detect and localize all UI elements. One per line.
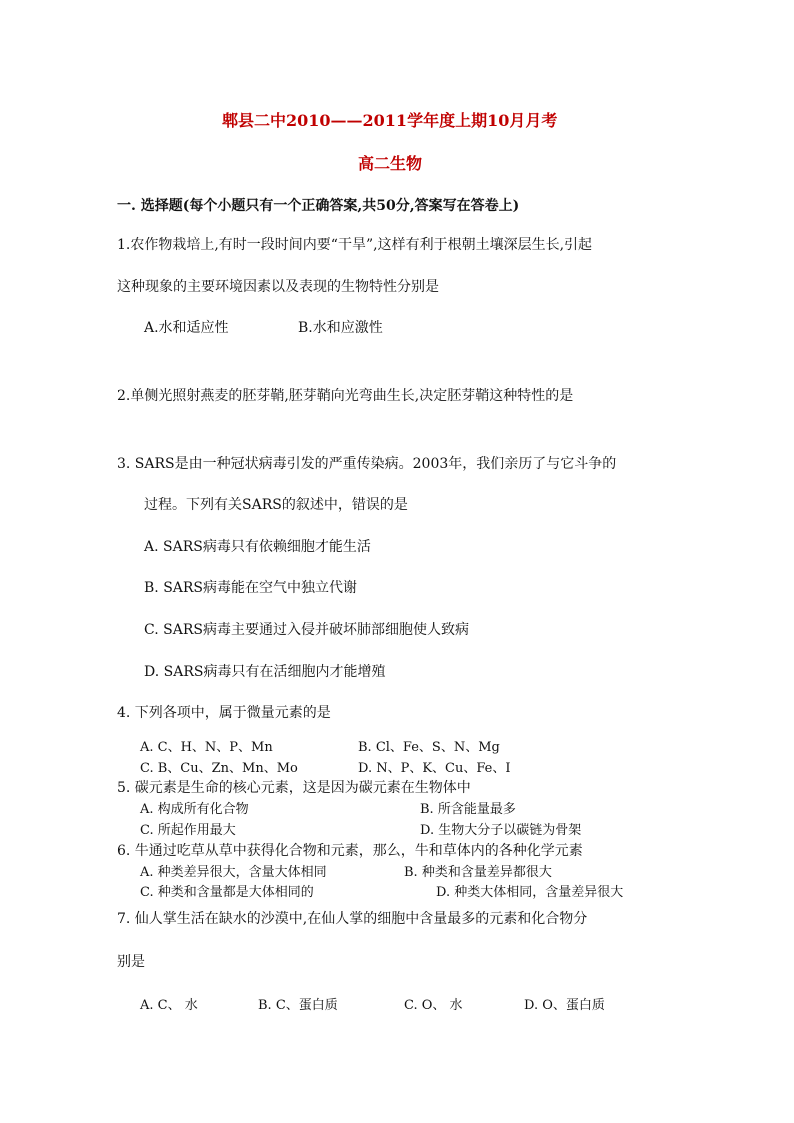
option-c: C. 所起作用最大 bbox=[140, 823, 236, 838]
question-line: 1.农作物栽培上,有时一段时间内要“干旱”,这样有利于根朝土壤深层生长,引起 bbox=[117, 237, 593, 253]
option-b: B. Cl、Fe、S、N、Mg bbox=[358, 740, 500, 755]
option-b: B. SARS病毒能在空气中独立代谢 bbox=[144, 580, 358, 596]
question-line: 这种现象的主要环境因素以及表现的生物特性分别是 bbox=[117, 279, 439, 295]
option-a: A. 构成所有化合物 bbox=[140, 802, 249, 817]
option-c: C. B、Cu、Zn、Mn、Mo bbox=[140, 761, 298, 776]
question-line: 5. 碳元素是生命的核心元素，这是因为碳元素在生物体中 bbox=[117, 780, 471, 796]
option-d: D. 生物大分子以碳链为骨架 bbox=[420, 823, 582, 838]
option-a: A. C、 水 bbox=[140, 998, 198, 1013]
question-line: 3. SARS是由一种冠状病毒引发的严重传染病。2003年，我们亲历了与它斗争的 bbox=[117, 456, 617, 472]
option-c: C. O、 水 bbox=[404, 998, 463, 1013]
option-c: C. 种类和含量都是大体相同的 bbox=[140, 885, 314, 900]
option-b: B. C、蛋白质 bbox=[258, 998, 338, 1013]
question-line: 7. 仙人掌生活在缺水的沙漠中,在仙人掌的细胞中含量最多的元素和化合物分 bbox=[117, 911, 588, 927]
question-line: 6. 牛通过吃草从草中获得化合物和元素，那么，牛和草体内的各种化学元素 bbox=[117, 843, 583, 859]
option-d: D. O、蛋白质 bbox=[524, 998, 605, 1013]
question-line: 2.单侧光照射燕麦的胚芽鞘,胚芽鞘向光弯曲生长,决定胚芽鞘这种特性的是 bbox=[117, 388, 574, 404]
subject-title: 高二生物 bbox=[358, 154, 423, 173]
option-a: A. SARS病毒只有依赖细胞才能生活 bbox=[144, 539, 371, 555]
option-c: C. SARS病毒主要通过入侵并破坏肺部细胞使人致病 bbox=[144, 622, 469, 638]
option-a: A. 种类差异很大，含量大体相同 bbox=[140, 865, 327, 880]
option-b: B.水和应激性 bbox=[298, 320, 383, 336]
option-d: D. 种类大体相同，含量差异很大 bbox=[436, 885, 624, 900]
option-b: B. 种类和含量差异都很大 bbox=[404, 865, 552, 880]
option-a: A.水和适应性 bbox=[144, 320, 229, 336]
question-line: 过程。下列有关SARS的叙述中，错误的是 bbox=[144, 497, 408, 513]
option-d: D. N、P、K、Cu、Fe、I bbox=[358, 761, 511, 776]
option-b: B. 所含能量最多 bbox=[420, 802, 516, 817]
question-line: 4. 下列各项中，属于微量元素的是 bbox=[117, 705, 331, 721]
option-d: D. SARS病毒只有在活细胞内才能增殖 bbox=[144, 664, 386, 680]
section-heading: 一. 选择题(每个小题只有一个正确答案,共50分,答案写在答卷上) bbox=[117, 198, 520, 214]
option-a: A. C、H、N、P、Mn bbox=[140, 740, 273, 755]
question-line: 别是 bbox=[117, 954, 145, 970]
exam-title: 郫县二中2010——2011学年度上期10月月考 bbox=[222, 111, 558, 130]
